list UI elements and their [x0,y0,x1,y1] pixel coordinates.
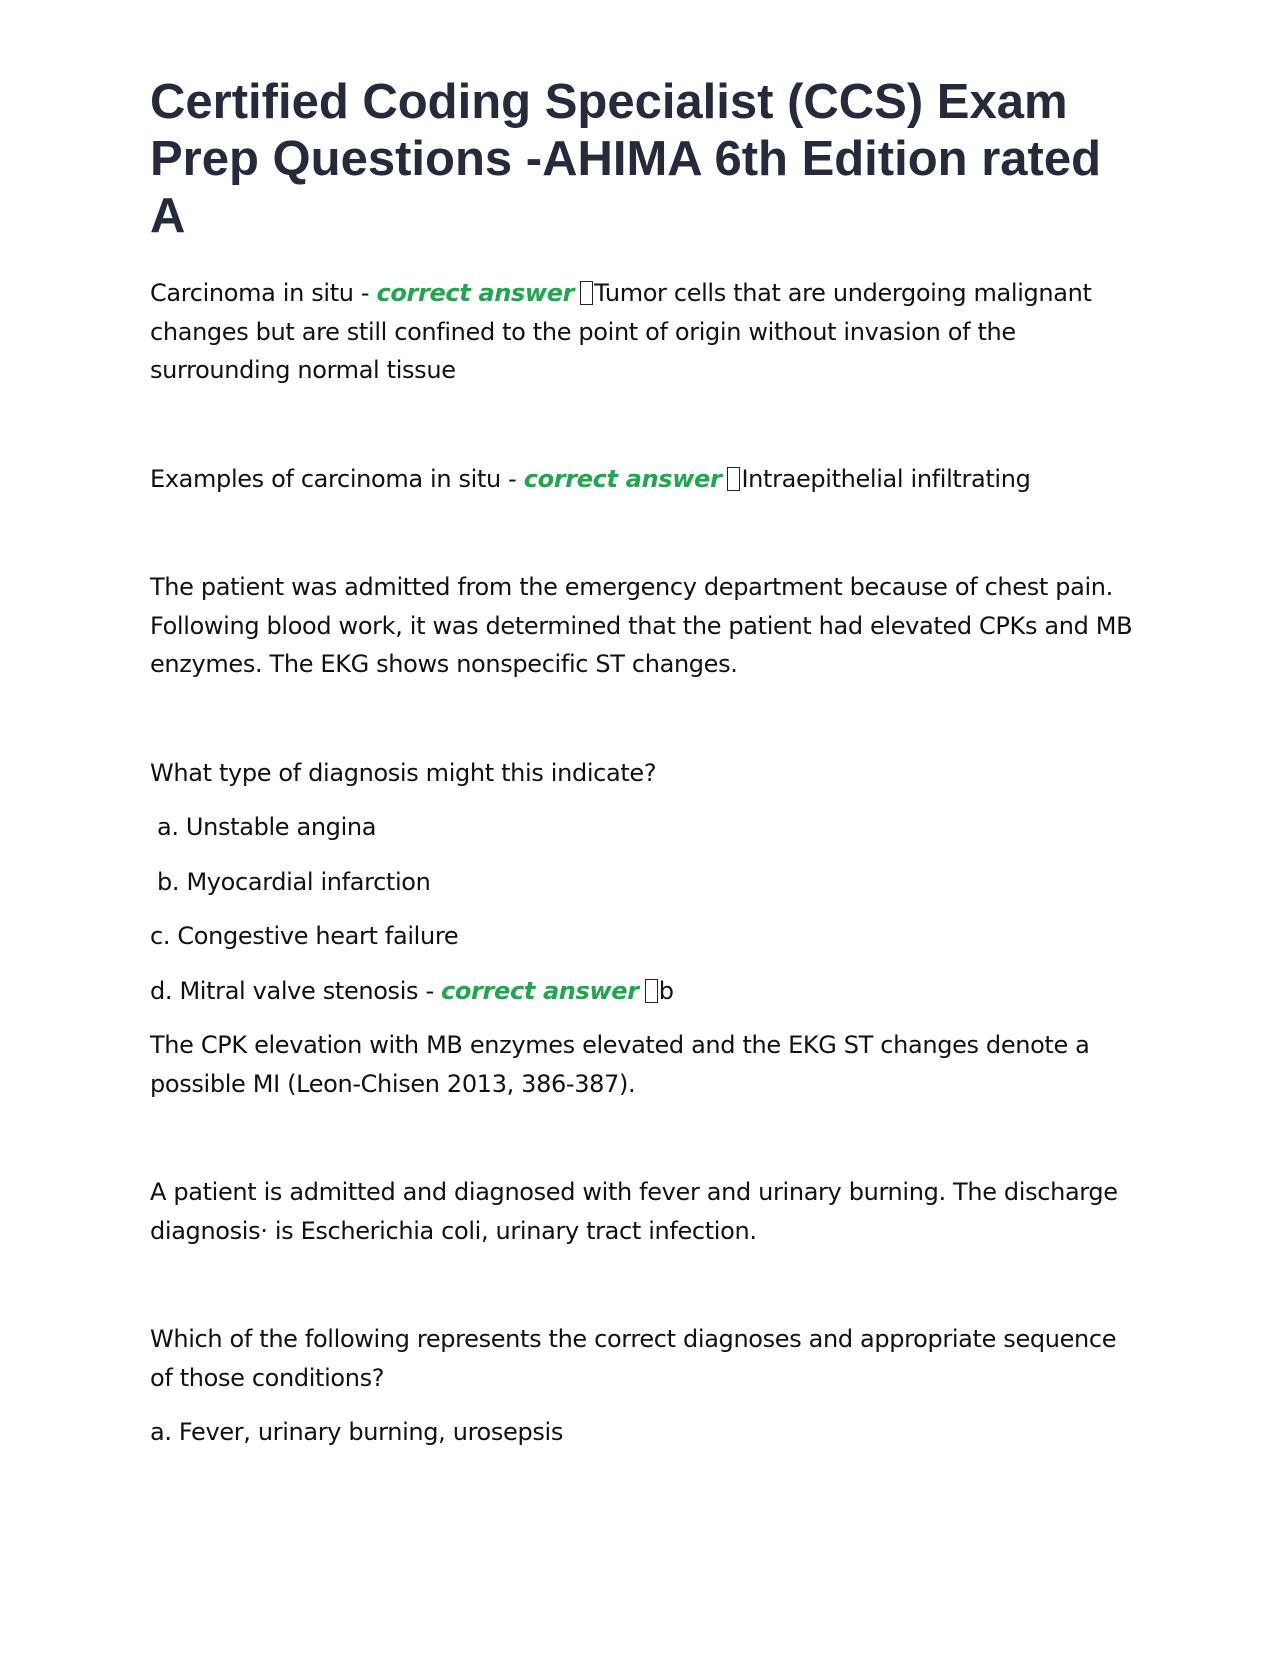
q2-prompt: Examples of carcinoma in situ - [150,464,517,493]
q4-scenario: A patient is admitted and diagnosed with fever and urinary burning. The discharge diagnosis· is Escherichia coli, urinary tract infection. [150,1178,1118,1245]
q3-scenario: The patient was admitted from the emergency department because of chest pain. Following blood work, it was determined that the patient had elevated CPKs and MB enzymes. The EKG shows nonspecific ST changes. [150,573,1133,678]
q3-option-d [150,972,1140,1011]
q3-answer: b [658,976,674,1005]
q4-question: Which of the following represents the correct diagnoses and appropriate sequence of those conditions? [150,1325,1117,1392]
q3-option-c: c. Congestive heart failure [150,922,459,950]
q2-answer-label: correct answer [523,464,722,493]
q3-option-b: b. Myocardial infarction [157,867,431,896]
q4-option-a: a. Fever, urinary burning, urosepsis [150,1418,563,1446]
q3-answer-label: correct answer [441,976,639,1005]
document-title: Certified Coding Specialist (CCS) Exam Prep Questions -AHIMA 6th Edition rated A [150,75,1102,243]
q3-option-d-text: d. Mitral valve stenosis - [150,976,434,1005]
document-page [150,74,1140,1452]
checkbox-glyph-icon [645,979,658,1003]
q1-prompt: Carcinoma in situ - [150,279,370,307]
q1-answer: Tumor cells that are undergoing malignant changes but are still confined to the point of origin without invasion of the surrounding normal tissue [150,279,1092,384]
q3-option-a: a. Unstable angina [157,813,377,841]
q2-answer: Intraepithelial infiltrating [741,464,1031,493]
checkbox-glyph-icon [580,281,593,305]
q2-block [150,460,1140,499]
checkbox-glyph-icon [727,467,740,491]
q3-explanation: The CPK elevation with MB enzymes elevated and the EKG ST changes denote a possible MI (Leon-Chisen 2013, 386-387). [150,1031,1090,1098]
q3-question: What type of diagnosis might this indicate? [150,758,657,787]
q1-block [150,274,1140,390]
q1-answer-label: correct answer [376,279,575,307]
